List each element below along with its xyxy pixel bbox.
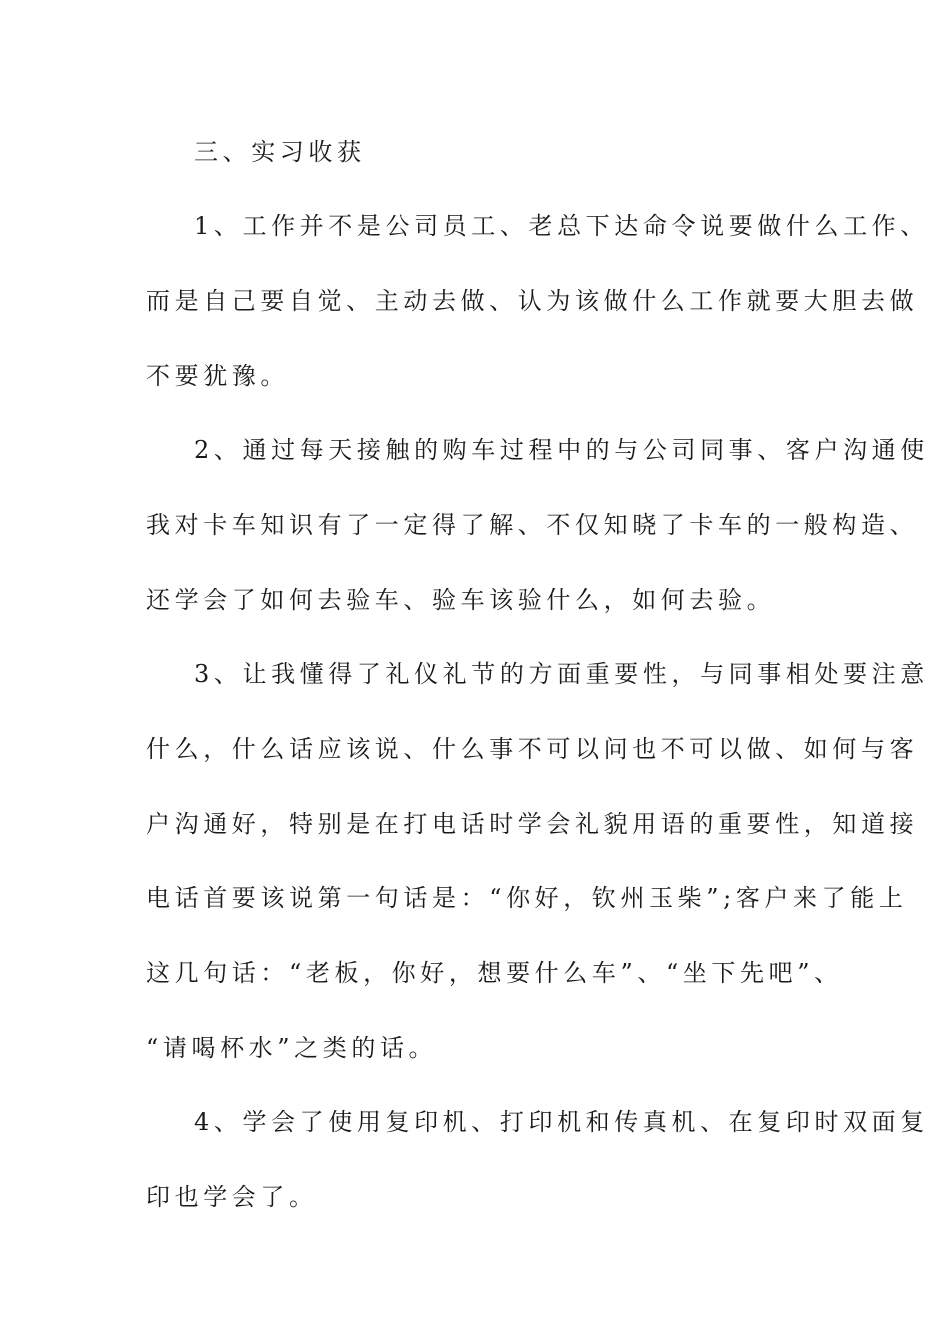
text-line: 而是自己要自觉、主动去做、认为该做什么工作就要大胆去做 (146, 287, 919, 315)
text-line: 什么，什么话应该说、什么事不可以问也不可以做、如何与客 (146, 735, 919, 763)
text-line: 电话首要该说第一句话是：“你好，钦州玉柴”;客户来了能上 (146, 884, 908, 912)
text-line: “请喝杯水”之类的话。 (146, 1034, 438, 1062)
text-line: 户沟通好，特别是在打电话时学会礼貌用语的重要性，知道接 (146, 810, 919, 838)
text-line: 这几句话：“老板，你好，想要什么车”、“坐下先吧”、 (146, 959, 843, 987)
text-line: 我对卡车知识有了一定得了解、不仅知晓了卡车的一般构造、 (146, 511, 919, 539)
section-heading: 三、实习收获 (194, 138, 366, 166)
text-line: 印也学会了。 (146, 1183, 318, 1211)
text-line: 不要犹豫。 (146, 362, 289, 390)
text-line: 2、通过每天接触的购车过程中的与公司同事、客户沟通使 (194, 436, 929, 464)
text-line: 4、学会了使用复印机、打印机和传真机、在复印时双面复 (194, 1108, 929, 1136)
text-line: 1、工作并不是公司员工、老总下达命令说要做什么工作、 (194, 212, 929, 240)
text-line: 3、让我懂得了礼仪礼节的方面重要性，与同事相处要注意 (194, 660, 929, 688)
text-line: 还学会了如何去验车、验车该验什么，如何去验。 (146, 586, 776, 614)
